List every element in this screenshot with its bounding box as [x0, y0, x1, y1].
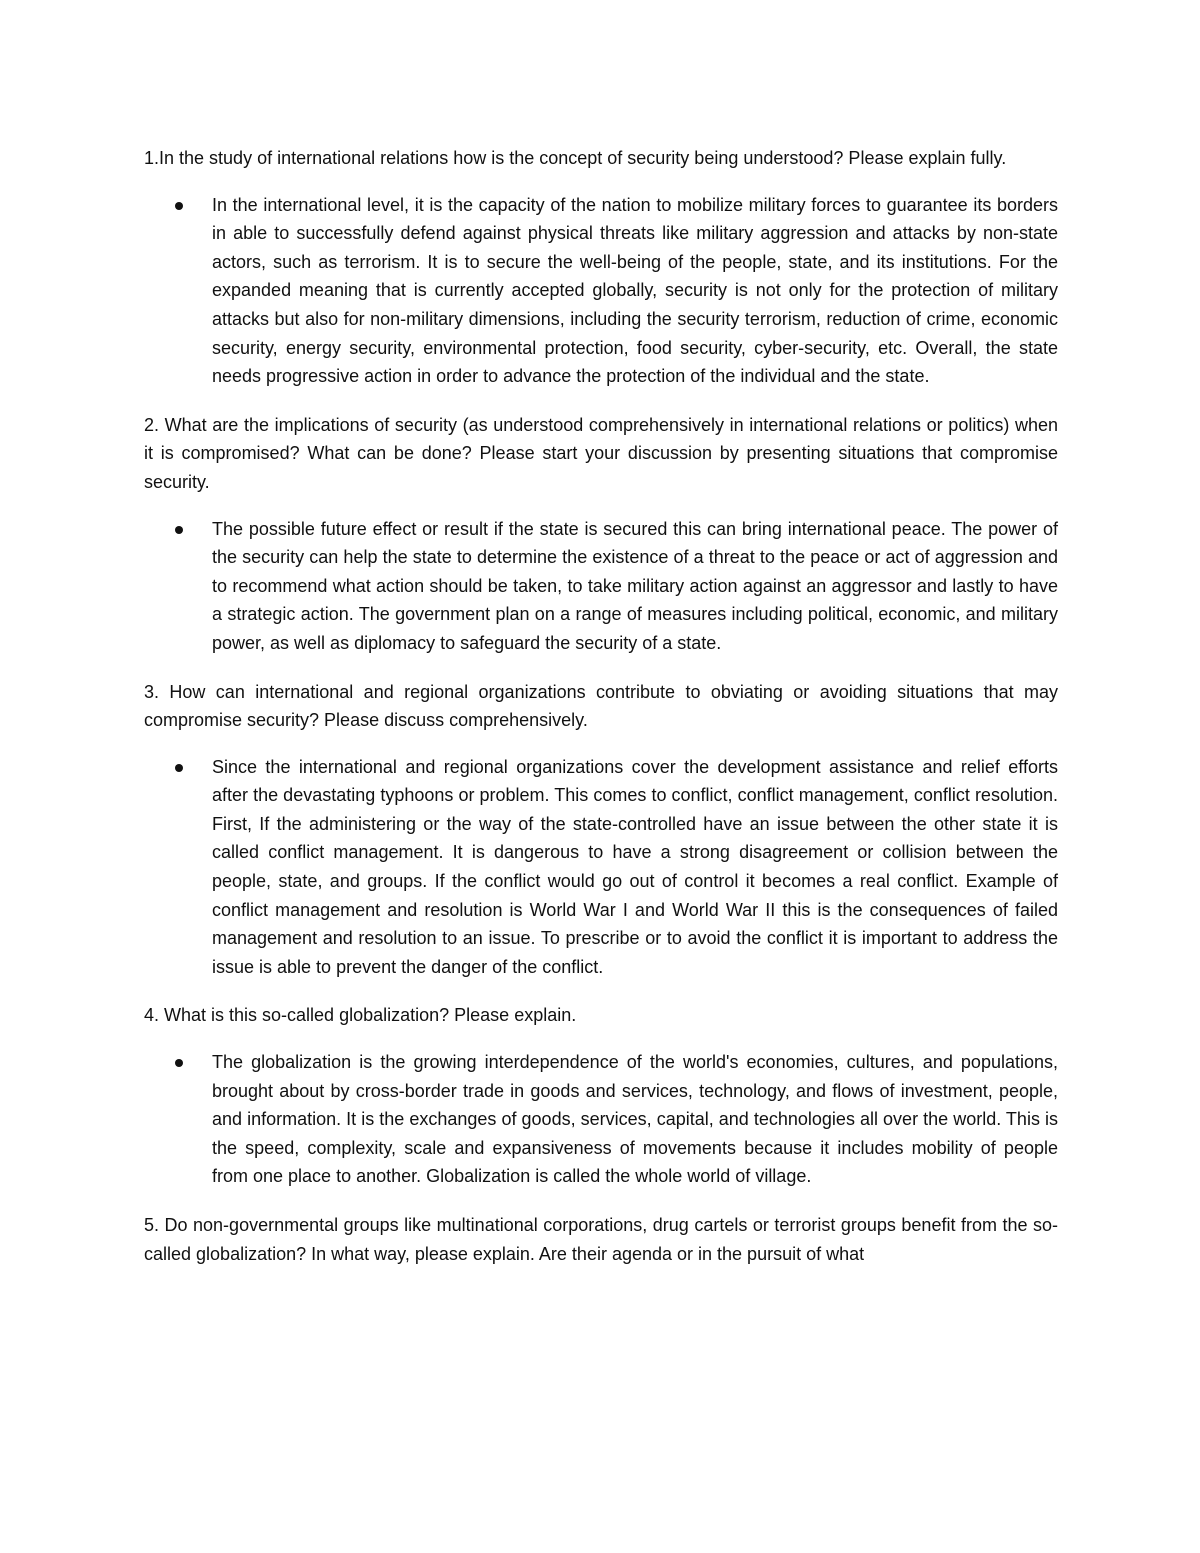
bullet-icon: [175, 202, 183, 210]
question-5: 5. Do non-governmental groups like multinational corporations, drug cartels or terrorist groups benefit from the so-called globalization? In what way, please explain. Are their agenda or in the pursuit of what: [144, 1215, 1058, 1264]
question-1: 1.In the study of international relations how is the concept of security being understood? Please explain fully.: [144, 148, 1007, 168]
answer-2: [144, 515, 1058, 658]
bullet-icon: [175, 1059, 183, 1067]
answer-1: [144, 191, 1058, 391]
question-3: 3. How can international and regional organizations contribute to obviating or avoiding situations that may compromise security? Please discuss comprehensively.: [144, 681, 1058, 731]
bullet-icon: [175, 764, 183, 772]
answer-3: [144, 753, 1058, 982]
answer-2-text: The possible future effect or result if the state is secured this can bring international peace. The power of the security can help the state to determine the existence of a threat to the peace or act of aggression and to recommend what action should be taken, to take military action against an aggressor and lastly to have a strategic action. The government plan on a range of measures including political, economic, and military power, as well as diplomacy to safeguard the security of a state.: [212, 518, 1058, 653]
answer-4-text: The globalization is the growing interdependence of the world's economies, cultures, and populations, brought about by cross-border trade in goods and services, technology, and flows of investment, people, and information. It is the exchanges of goods, services, capital, and technologies all over the world. This is the speed, complexity, scale and expansiveness of movements because it includes mobility of people from one place to another. Globalization is called the whole world of village.: [212, 1052, 1058, 1187]
question-4: 4. What is this so-called globalization? Please explain.: [144, 1005, 577, 1026]
answer-4: [144, 1048, 1058, 1191]
bullet-icon: [175, 526, 183, 534]
question-2: 2. What are the implications of security (as understood comprehensively in international relations or politics) when it is compromised? What can be done? Please start your discussion by presenting situations that compromise security.: [144, 414, 1058, 492]
answer-3-text: Since the international and regional organizations cover the development assistance and relief efforts after the devastating typhoons or problem. This comes to conflict, conflict management, conflict resolution. First, If the administering or the way of the state-controlled have an issue between the other state it is called conflict management. It is dangerous to have a strong disagreement or collision between the people, state, and groups. If the conflict would go out of control it becomes a real conflict. Example of conflict management and resolution is World War I and World War II this is the consequences of failed management and resolution to an issue. To prescribe or to avoid the conflict it is important to address the issue is able to prevent the danger of the conflict.: [212, 756, 1058, 977]
answer-1-text: In the international level, it is the capacity of the nation to mobilize military forces to guarantee its borders in able to successfully defend against physical threats like military aggression and attacks by non-state actors, such as terrorism. It is to secure the well-being of the people, state, and its institutions. For the expanded meaning that is currently accepted globally, security is not only for the protection of military attacks but also for non-military dimensions, including the security terrorism, reduction of crime, economic security, energy security, environmental protection, food security, cyber-security, etc. Overall, the state needs progressive action in order to advance the protection of the individual and the state.: [212, 194, 1058, 387]
